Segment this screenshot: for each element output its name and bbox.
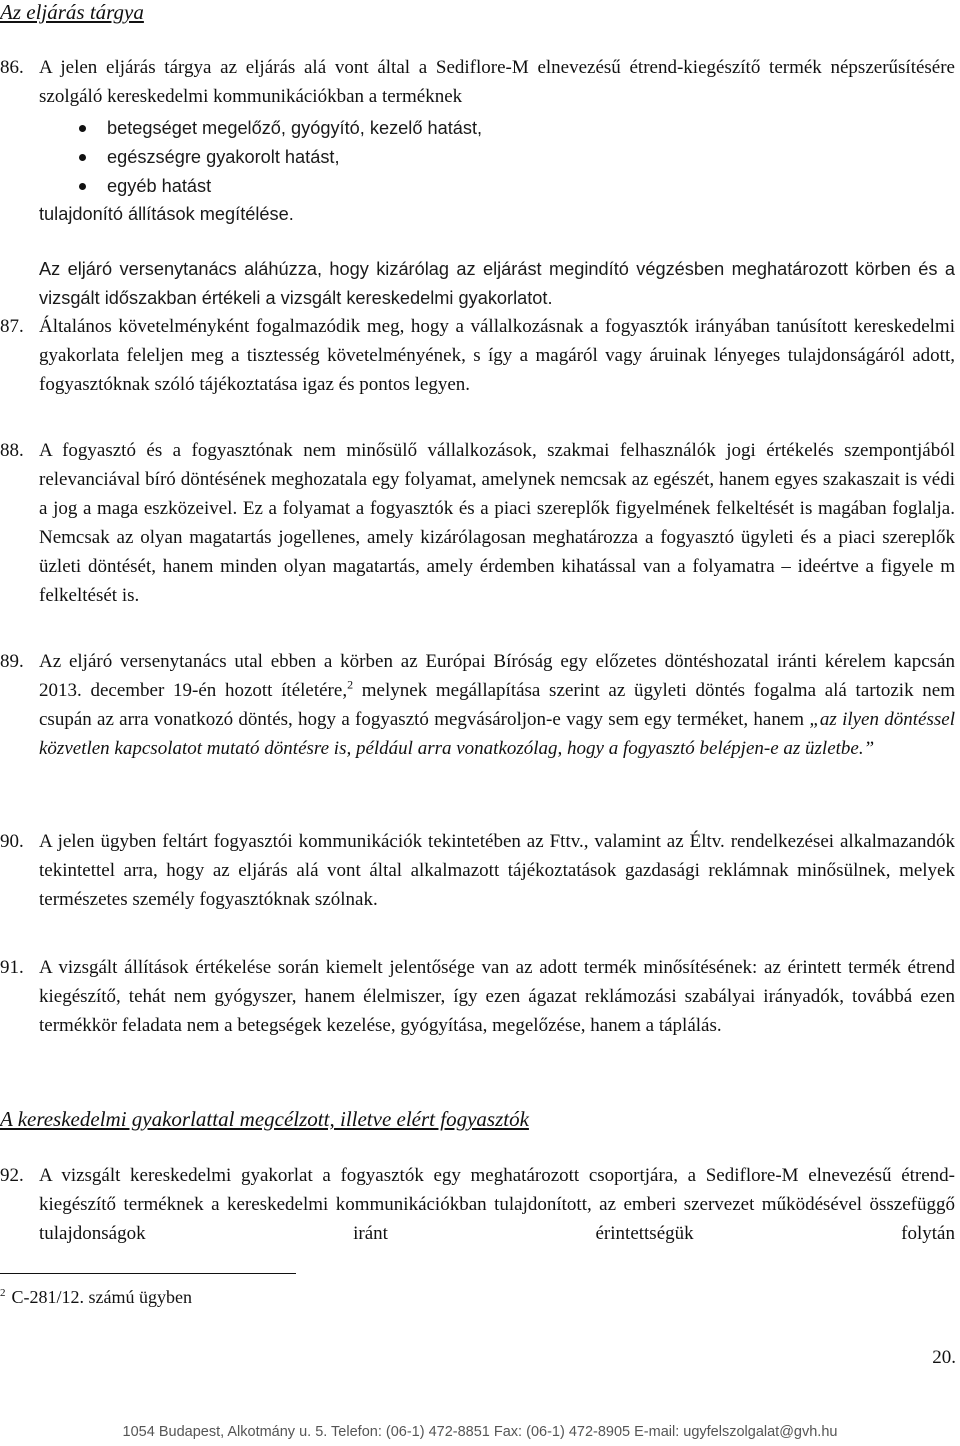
paragraph-number: 90. [0,831,24,852]
paragraph-number: 88. [0,440,24,461]
paragraph-number: 89. [0,651,24,672]
list-item: egészségre gyakorolt hatást, [39,143,482,172]
paragraph-number: 86. [0,57,24,78]
page-number: 20. [932,1347,956,1368]
paragraph-text: Az eljáró versenytanács utal ebben a körben az Európai Bíróság egy előzetes döntéshozatal iránti kérelem kapcsán 2013. december 19-én hozott ítéletére, [39,651,955,702]
paragraph-87 [0,312,955,399]
paragraph-text: A fogyasztó és a fogyasztónak nem minősülő vállalkozások, szakmai felhasználók jogi értékelés szempontjából relevanciával bíró döntésének meghozatala egy folyamat, amelynek nemcsak az egészét, hanem egyes szakaszait is védi a jog a maga eszközeivel. Ez a folyamat a fogyasztók és a piaci szereplők figyelmének felkeltését is magában foglalja. Nemcsak az olyan magatartás jogellenes, amely kizárólagosan meghatározza a fogyasztó ügyleti és a piaci szereplők üzleti döntését, hanem minden olyan magatartás, amely érdemben kihatással van a folyamatra – ideértve a figyele m felkeltését is. [39,440,955,607]
section-heading-subject: Az eljárás tárgya [0,0,144,24]
paragraph-text: Általános követelményként fogalmazódik meg, hogy a vállalkozásnak a fogyasztók irányában tanúsított kereskedelmi gyakorlata feleljen meg a tisztesség követelményének, s így a magáról vagy áruinak lényeges tulajdonságáról adott, fogyasztóknak szóló tájékoztatása igaz és pontos legyen. [39,316,955,396]
paragraph-text-continued: melynek megállapítása szerint az ügyleti döntés fogalma alá tartozik nem csupán az arra vonatkozó döntés, hogy a fogyasztó megvásároljon-e vagy sem egy terméket, hanem [39,680,956,731]
paragraph-number: 87. [0,316,24,337]
footnote-reference: 2 [347,677,354,692]
paragraph-text: A vizsgált kereskedelmi gyakorlat a fogyasztók egy meghatározott csoportjára, a Sediflore-M elnevezésű étrend-kiegészítő terméknek a kereskedelmi kommunikációkban tulajdonított, az emberi szervezet működésével összefüggő tulajdonságok iránt érintettségük folytán [39,1165,955,1245]
paragraph-88 [0,436,955,611]
bullet-list [39,114,482,201]
bullet-icon [79,183,86,190]
paragraph-text: A jelen ügyben feltárt fogyasztói kommunikációk tekintetében az Fttv., valamint az Éltv. rendelkezései alkalmazandók tekintettel arra, hogy az eljárás alá vont által alkalmazott tájékoztatások gazdasági reklámnak minősülnek, melyek természetes személy fogyasztóknak szólnak. [39,831,955,911]
paragraph-89 [0,647,956,763]
footnote [0,1284,192,1310]
paragraph-92 [0,1161,955,1248]
court-quote: „az ilyen döntéssel közvetlen kapcsolatot mutató döntésre is, például arra vonatkozólag, hogy a fogyasztó belépjen-e az üzletbe.” [39,709,955,760]
paragraph-number: 92. [0,1165,24,1186]
paragraph-91 [0,953,955,1040]
bullet-icon [79,125,86,132]
footnote-divider [0,1273,296,1274]
paragraph-note: Az eljáró versenytanács aláhúzza, hogy kizárólag az eljárást megindító végzésben meghatározott körben és a vizsgált időszakban értékeli a vizsgált kereskedelmi gyakorlatot. [39,259,955,309]
section-heading-consumers: A kereskedelmi gyakorlattal megcélzott, illetve elért fogyasztók [0,1107,529,1131]
page-footer: 1054 Budapest, Alkotmány u. 5. Telefon: (06-1) 472-8851 Fax: (06-1) 472-8905 E-mail: ugyfelszolgalat@gvh.hu [122,1424,838,1440]
list-item: egyéb hatást [39,172,482,201]
paragraph-text: A vizsgált állítások értékelése során kiemelt jelentősége van az adott termék minősítésének: az érintett termék étrend kiegészítő, tehát nem gyógyszer, hanem élelmiszer, így ezen ágazat reklámozási szabályai irányadók, továbbá ezen termékkör feladata nem a betegségek kezelése, gyógyítása, megelőzése, hanem a táplálás. [39,957,955,1037]
paragraph-text: A jelen eljárás tárgya az eljárás alá vont által a Sediflore-M elnevezésű étrend-kiegészítő termék népszerűsítésére szolgáló kereskedelmi kommunikációkban a terméknek [39,57,955,108]
footnote-text: C-281/12. számú ügyben [11,1287,192,1307]
paragraph-86 [0,53,955,111]
list-item: betegséget megelőző, gyógyító, kezelő hatást, [39,114,482,143]
paragraph-90 [0,827,955,914]
paragraph-86-outro: tulajdonító állítások megítélése. [39,204,294,224]
paragraph-number: 91. [0,957,24,978]
footnote-number: 2 [0,1287,6,1299]
bullet-icon [79,154,86,161]
